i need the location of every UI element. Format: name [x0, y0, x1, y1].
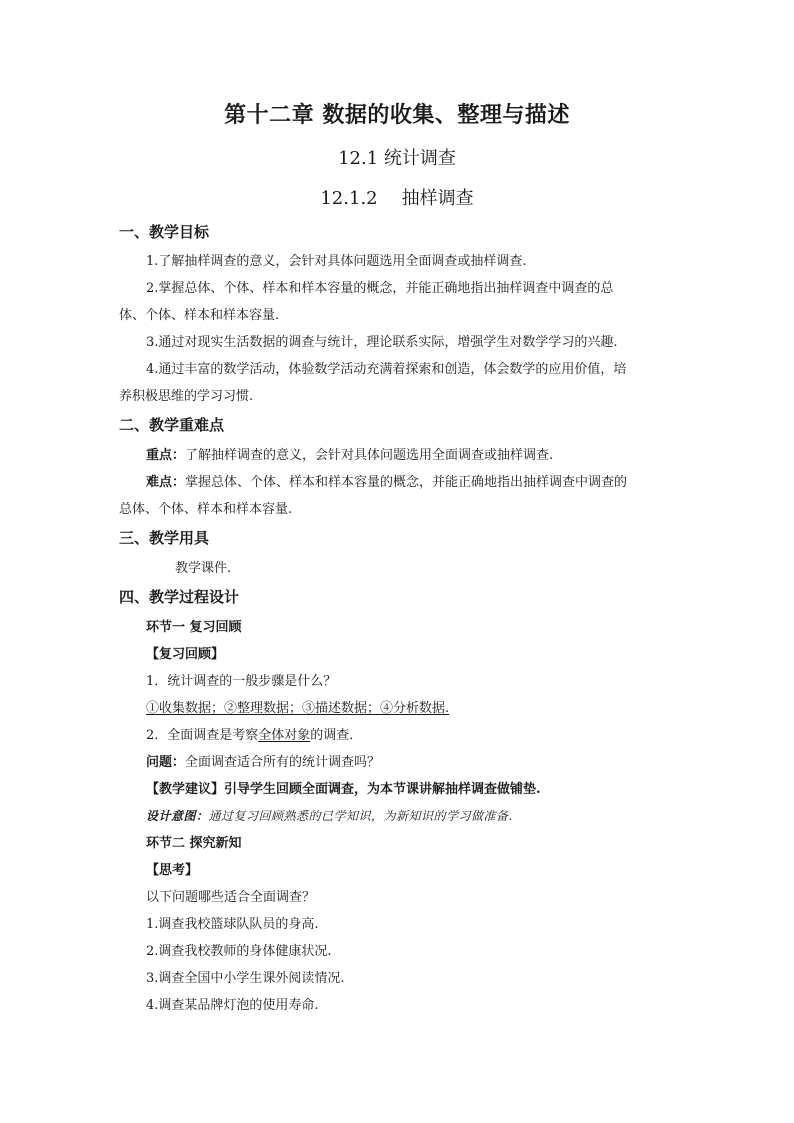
- objective-item-4: 4.通过丰富的数学活动，体验数学活动充满着探索和创造，体会数学的应用价值，培: [146, 362, 627, 377]
- step-1-title: 环节一 复习回顾: [146, 620, 242, 635]
- problem: [146, 756, 380, 769]
- objective-item-4-cont: 养积极思维的学习习惯.: [119, 389, 254, 404]
- key-point: [146, 449, 553, 462]
- objective-item-2-cont: 体、个体、样本和样本容量.: [119, 308, 280, 323]
- think-item-1: 1.调查我校篮球队队员的身高.: [146, 917, 319, 932]
- review-answer-2: 全体对象: [258, 728, 311, 743]
- objective-item-3: 3.通过对现实生活数据的调查与统计，理论联系实际，增强学生对数学学习的兴趣.: [146, 335, 618, 350]
- step-2-title: 环节二 探究新知: [146, 836, 242, 851]
- problem-label: 问题：: [146, 755, 186, 770]
- design-label: 设计意图：: [146, 809, 209, 823]
- subsection-title: [0, 190, 794, 208]
- think-question: 以下问题哪些适合全面调查？: [146, 890, 316, 905]
- chapter-title: 第十二章 数据的收集、整理与描述: [224, 102, 570, 128]
- difficult-point-label: 难点：: [146, 475, 186, 490]
- teaching-advice: [146, 783, 541, 796]
- difficult-point: [146, 476, 627, 489]
- think-item-2: 2.调查我校教师的身体健康状况.: [146, 944, 332, 959]
- review-tag: 【复习回顾】: [146, 647, 225, 662]
- difficult-point-cont: 总体、个体、样本和样本容量.: [119, 502, 293, 517]
- subsection-name: 抽样调查: [401, 188, 474, 209]
- review-question-2-pre: 2．全面调查是考察: [146, 728, 259, 743]
- objectives-heading: 一、教学目标: [119, 223, 210, 241]
- think-tag: 【思考】: [146, 863, 199, 878]
- key-point-label: 重点：: [146, 448, 186, 463]
- review-question-2: [146, 729, 362, 742]
- think-item-4: 4.调查某品牌灯泡的使用寿命.: [146, 998, 319, 1013]
- advice-tag: 【教学建议】: [146, 782, 225, 797]
- think-item-3: 3.调查全国中小学生课外阅读情况.: [146, 971, 345, 986]
- tools-heading: 三、教学用具: [119, 529, 210, 547]
- review-question-1: 1．统计调查的一般步骤是什么？: [146, 674, 337, 689]
- key-points-heading: 二、教学重难点: [119, 416, 225, 434]
- tools-text: 教学课件.: [175, 561, 232, 576]
- objective-item-1: 1.了解抽样调查的意义，会针对具体问题选用全面调查或抽样调查.: [146, 254, 527, 269]
- design-text: 通过复习回顾熟悉的已学知识，为新知识的学习做准备.: [208, 809, 513, 823]
- advice-text: 引导学生回顾全面调查，为本节课讲解抽样调查做铺垫.: [224, 782, 541, 797]
- objective-item-2: 2.掌握总体、个体、样本和样本容量的概念，并能正确地指出抽样调查中调查的总: [146, 281, 614, 296]
- process-heading: 四、教学过程设计: [119, 588, 240, 606]
- review-question-2-post: 的调查．: [310, 728, 363, 743]
- design-intent: [146, 810, 513, 822]
- section-title: 12.1 统计调查: [338, 148, 456, 169]
- difficult-point-text: 掌握总体、个体、样本和样本容量的概念，并能正确地指出抽样调查中调查的: [185, 475, 628, 490]
- key-point-text: 了解抽样调查的意义，会针对具体问题选用全面调查或抽样调查.: [185, 448, 554, 463]
- problem-text: 全面调查适合所有的统计调查吗？: [185, 755, 381, 770]
- subsection-number: 12.1.2: [320, 188, 378, 209]
- review-answer-1: ①收集数据；②整理数据；③描述数据；④分析数据.: [146, 701, 450, 716]
